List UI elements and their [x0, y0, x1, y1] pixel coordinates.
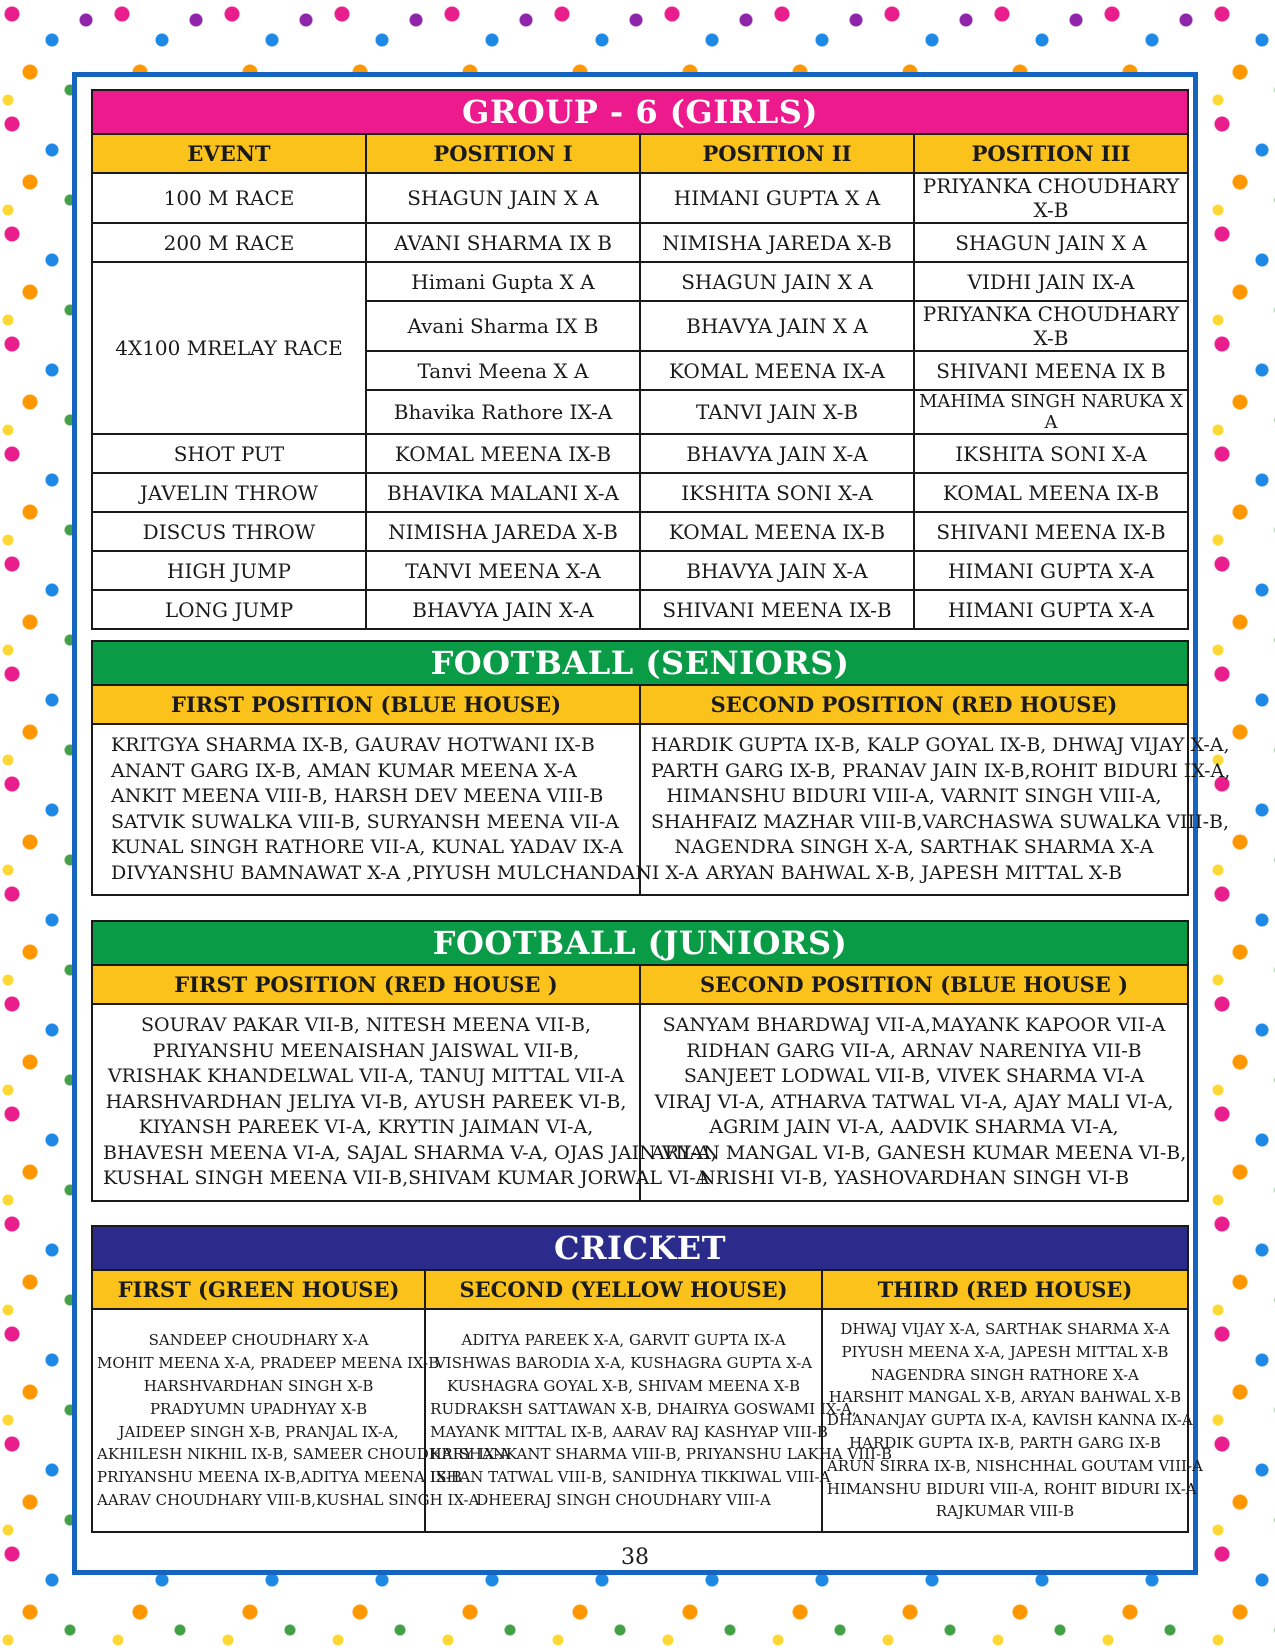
- list-item: HARSHVARDHAN JELIYA VI-B, AYUSH PAREEK VI-B,: [105, 1090, 627, 1113]
- group6-table: [91, 89, 1189, 630]
- list-item: MOHIT MEENA X-A, PRADEEP MEENA IX-B: [97, 1354, 440, 1373]
- position-2-cell: BHAVYA JAIN X-A: [640, 434, 914, 473]
- first-house-list: [92, 1309, 511, 1532]
- position-2-cell: IKSHITA SONI X-A: [640, 473, 914, 512]
- position-3-cell: PRIYANKA CHOUDHARY X-B: [914, 173, 1188, 223]
- second-house-list: [425, 1309, 893, 1532]
- header-event: EVENT: [92, 134, 366, 173]
- list-item: KIYANSH PAREEK VI-A, KRYTIN JAIMAN VI-A,: [138, 1116, 594, 1138]
- position-1-cell: KOMAL MEENA IX-B: [366, 434, 640, 473]
- list-item: SANDEEP CHOUDHARY X-A: [148, 1331, 369, 1350]
- football-juniors-table: [91, 920, 1189, 1202]
- position-3-cell: HIMANI GUPTA X-A: [914, 551, 1188, 590]
- header-position-3: POSITION III: [914, 134, 1188, 173]
- header-position-1: POSITION I: [366, 134, 640, 173]
- list-item: KRISHANKANT SHARMA VIII-B, PRIYANSHU LAKHA VIII-B: [430, 1445, 893, 1464]
- third-house-header: THIRD (RED HOUSE): [822, 1270, 1188, 1309]
- position-3-cell: SHIVANI MEENA IX-B: [914, 512, 1188, 551]
- list-item: ISHAN TATWAL VIII-B, SANIDHYA TIKKIWAL VIII-A: [430, 1468, 831, 1487]
- list-item: ANANT GARG IX-B, AMAN KUMAR MEENA X-A: [111, 759, 577, 782]
- list-item: HIMANSHU BIDURI VIII-A, VARNIT SINGH VIII-A,: [666, 785, 1162, 807]
- first-position-header: FIRST POSITION (BLUE HOUSE): [92, 685, 640, 724]
- first-house-header: FIRST (GREEN HOUSE): [92, 1270, 425, 1309]
- event-cell: JAVELIN THROW: [92, 473, 366, 512]
- table-row: [92, 223, 1188, 262]
- list-item: HIMANSHU BIDURI VIII-A, ROHIT BIDURI IX-A: [826, 1479, 1197, 1498]
- list-item: SATVIK SUWALKA VIII-B, SURYANSH MEENA VII-A: [111, 810, 619, 833]
- list-item: HARSHIT MANGAL X-B, ARYAN BAHWAL X-B: [828, 1388, 1182, 1407]
- football-seniors-title: FOOTBALL (SENIORS): [92, 641, 1188, 685]
- list-item: PRADYUMN UPADHYAY X-B: [149, 1399, 368, 1418]
- position-3-cell: VIDHI JAIN IX-A: [914, 262, 1188, 301]
- list-item: DHEERAJ SINGH CHOUDHARY VIII-A: [476, 1490, 771, 1509]
- position-2-cell: SHIVANI MEENA IX-B: [640, 590, 914, 629]
- group6-section: [91, 89, 1189, 630]
- list-item: SHAHFAIZ MAZHAR VIII-B,VARCHASWA SUWALKA VIII-B,: [651, 810, 1229, 833]
- position-3-cell: MAHIMA SINGH NARUKA X A: [914, 390, 1188, 434]
- list-item: DIVYANSHU BAMNAWAT X-A ,PIYUSH MULCHANDANI X-A: [111, 861, 699, 884]
- position-1-cell: Bhavika Rathore IX-A: [366, 390, 640, 434]
- position-2-cell: HIMANI GUPTA X A: [640, 173, 914, 223]
- list-item: BHAVESH MEENA VI-A, SAJAL SHARMA V-A, OJAS JAIN VII-A,: [103, 1141, 717, 1164]
- list-item: RUDRAKSH SATTAWAN X-B, DHAIRYA GOSWAMI IX-A,: [430, 1399, 857, 1418]
- second-position-header: SECOND POSITION (RED HOUSE): [640, 685, 1188, 724]
- second-position-list: [640, 1004, 1188, 1201]
- position-3-cell: SHAGUN JAIN X A: [914, 223, 1188, 262]
- second-position-list: [640, 724, 1231, 895]
- event-cell: 4X100 MRELAY RACE: [92, 262, 366, 434]
- first-position-list: [92, 724, 699, 895]
- page-frame: [72, 72, 1231, 1575]
- table-row: [92, 512, 1188, 551]
- football-seniors-section: [91, 640, 1231, 896]
- football-juniors-section: [91, 920, 1189, 1202]
- list-item: AKHILESH NIKHIL IX-B, SAMEER CHOUDHARY IX-A: [97, 1445, 511, 1464]
- list-item: KUNAL SINGH RATHORE VII-A, KUNAL YADAV IX-A: [111, 836, 624, 858]
- event-cell: HIGH JUMP: [92, 551, 366, 590]
- position-2-cell: NIMISHA JAREDA X-B: [640, 223, 914, 262]
- position-1-cell: Avani Sharma IX B: [366, 301, 640, 351]
- list-item: MAYANK MITTAL IX-B, AARAV RAJ KASHYAP VIII-B: [430, 1422, 828, 1441]
- position-2-cell: BHAVYA JAIN X-A: [640, 551, 914, 590]
- third-house-list: [822, 1309, 1203, 1532]
- event-cell: SHOT PUT: [92, 434, 366, 473]
- list-item: KUSHAGRA GOYAL X-B, SHIVAM MEENA X-B: [447, 1376, 801, 1395]
- list-item: RIDHAN GARG VII-A, ARNAV NARENIYA VII-B: [686, 1039, 1142, 1062]
- table-row: [92, 590, 1188, 629]
- football-juniors-title: FOOTBALL (JUNIORS): [92, 921, 1188, 965]
- position-2-cell: KOMAL MEENA IX-A: [640, 351, 914, 390]
- list-item: HARSHVARDHAN SINGH X-B: [143, 1376, 374, 1395]
- list-item: AGRIM JAIN VI-A, AADVIK SHARMA VI-A,: [709, 1116, 1119, 1138]
- list-item: ARYAN BAHWAL X-B, JAPESH MITTAL X-B: [705, 861, 1123, 884]
- list-item: SOURAV PAKAR VII-B, NITESH MEENA VII-B,: [141, 1014, 591, 1036]
- position-3-cell: KOMAL MEENA IX-B: [914, 473, 1188, 512]
- list-item: PRIYANSHU MEENAISHAN JAISWAL VII-B,: [152, 1039, 580, 1062]
- list-item: ARYAN MANGAL VI-B, GANESH KUMAR MEENA VI-B,: [651, 1141, 1187, 1164]
- table-row: [92, 262, 1188, 301]
- position-2-cell: KOMAL MEENA IX-B: [640, 512, 914, 551]
- list-item: DHANANJAY GUPTA IX-A, KAVISH KANNA IX-A: [826, 1411, 1193, 1430]
- event-cell: LONG JUMP: [92, 590, 366, 629]
- event-cell: DISCUS THROW: [92, 512, 366, 551]
- table-row: [92, 473, 1188, 512]
- second-house-header: SECOND (YELLOW HOUSE): [425, 1270, 822, 1309]
- list-item: HARDIK GUPTA IX-B, PARTH GARG IX-B: [849, 1433, 1161, 1452]
- position-1-cell: Himani Gupta X A: [366, 262, 640, 301]
- list-item: SANJEET LODWAL VII-B, VIVEK SHARMA VI-A: [683, 1065, 1145, 1087]
- event-cell: 200 M RACE: [92, 223, 366, 262]
- cricket-table: [91, 1225, 1203, 1533]
- position-2-cell: BHAVYA JAIN X A: [640, 301, 914, 351]
- list-item: KRITGYA SHARMA IX-B, GAURAV HOTWANI IX-B: [111, 734, 595, 756]
- list-item: VIRAJ VI-A, ATHARVA TATWAL VI-A, AJAY MALI VI-A,: [654, 1090, 1174, 1113]
- table-row: [92, 173, 1188, 223]
- list-item: NAGENDRA SINGH RATHORE X-A: [871, 1365, 1139, 1384]
- position-3-cell: IKSHITA SONI X-A: [914, 434, 1188, 473]
- position-3-cell: HIMANI GUPTA X-A: [914, 590, 1188, 629]
- list-item: ADITYA PAREEK X-A, GARVIT GUPTA IX-A: [461, 1331, 786, 1350]
- position-3-cell: PRIYANKA CHOUDHARY X-B: [914, 301, 1188, 351]
- list-item: JAIDEEP SINGH X-B, PRANJAL IX-A,: [118, 1422, 399, 1441]
- table-row: [92, 551, 1188, 590]
- list-item: VRISHAK KHANDELWAL VII-A, TANUJ MITTAL VII-A: [107, 1065, 625, 1087]
- group6-title: GROUP - 6 (GIRLS): [92, 90, 1188, 134]
- list-item: SANYAM BHARDWAJ VII-A,MAYANK KAPOOR VII-A: [662, 1014, 1166, 1036]
- position-2-cell: SHAGUN JAIN X A: [640, 262, 914, 301]
- header-position-2: POSITION II: [640, 134, 914, 173]
- page-number: 38: [621, 1545, 649, 1570]
- position-1-cell: NIMISHA JAREDA X-B: [366, 512, 640, 551]
- first-position-header: FIRST POSITION (RED HOUSE ): [92, 965, 640, 1004]
- list-item: PIYUSH MEENA X-A, JAPESH MITTAL X-B: [841, 1342, 1169, 1361]
- list-item: PRIYANSHU MEENA IX-B,ADITYA MEENA IX-B: [97, 1468, 462, 1487]
- list-item: NAGENDRA SINGH X-A, SARTHAK SHARMA X-A: [674, 836, 1154, 858]
- position-1-cell: BHAVYA JAIN X-A: [366, 590, 640, 629]
- cricket-section: [91, 1225, 1203, 1533]
- list-item: ARUN SIRRA IX-B, NISHCHHAL GOUTAM VIII-A: [826, 1456, 1203, 1475]
- position-1-cell: Tanvi Meena X A: [366, 351, 640, 390]
- position-1-cell: TANVI MEENA X-A: [366, 551, 640, 590]
- position-1-cell: SHAGUN JAIN X A: [366, 173, 640, 223]
- list-item: ANKIT MEENA VIII-B, HARSH DEV MEENA VIII-B: [111, 785, 604, 807]
- list-item: PARTH GARG IX-B, PRANAV JAIN IX-B,ROHIT BIDURI IX-A,: [651, 759, 1231, 782]
- table-row: [92, 434, 1188, 473]
- list-item: VISHWAS BARODIA X-A, KUSHAGRA GUPTA X-A: [434, 1354, 813, 1373]
- position-3-cell: SHIVANI MEENA IX B: [914, 351, 1188, 390]
- first-position-list: [92, 1004, 717, 1201]
- list-item: DHWAJ VIJAY X-A, SARTHAK SHARMA X-A: [840, 1320, 1170, 1338]
- position-1-cell: AVANI SHARMA IX B: [366, 223, 640, 262]
- list-item: RAJKUMAR VIII-B: [935, 1502, 1075, 1521]
- list-item: AARAV CHOUDHARY VIII-B,KUSHAL SINGH IX-A: [97, 1490, 480, 1509]
- list-item: NRISHI VI-B, YASHOVARDHAN SINGH VI-B: [698, 1167, 1130, 1189]
- second-position-header: SECOND POSITION (BLUE HOUSE ): [640, 965, 1188, 1004]
- football-seniors-table: [91, 640, 1231, 896]
- cricket-title: CRICKET: [92, 1226, 1188, 1270]
- position-1-cell: BHAVIKA MALANI X-A: [366, 473, 640, 512]
- list-item: HARDIK GUPTA IX-B, KALP GOYAL IX-B, DHWAJ VIJAY X-A,: [651, 734, 1230, 756]
- list-item: KUSHAL SINGH MEENA VII-B,SHIVAM KUMAR JORWAL VI-A: [103, 1167, 710, 1189]
- position-2-cell: TANVI JAIN X-B: [640, 390, 914, 434]
- event-cell: 100 M RACE: [92, 173, 366, 223]
